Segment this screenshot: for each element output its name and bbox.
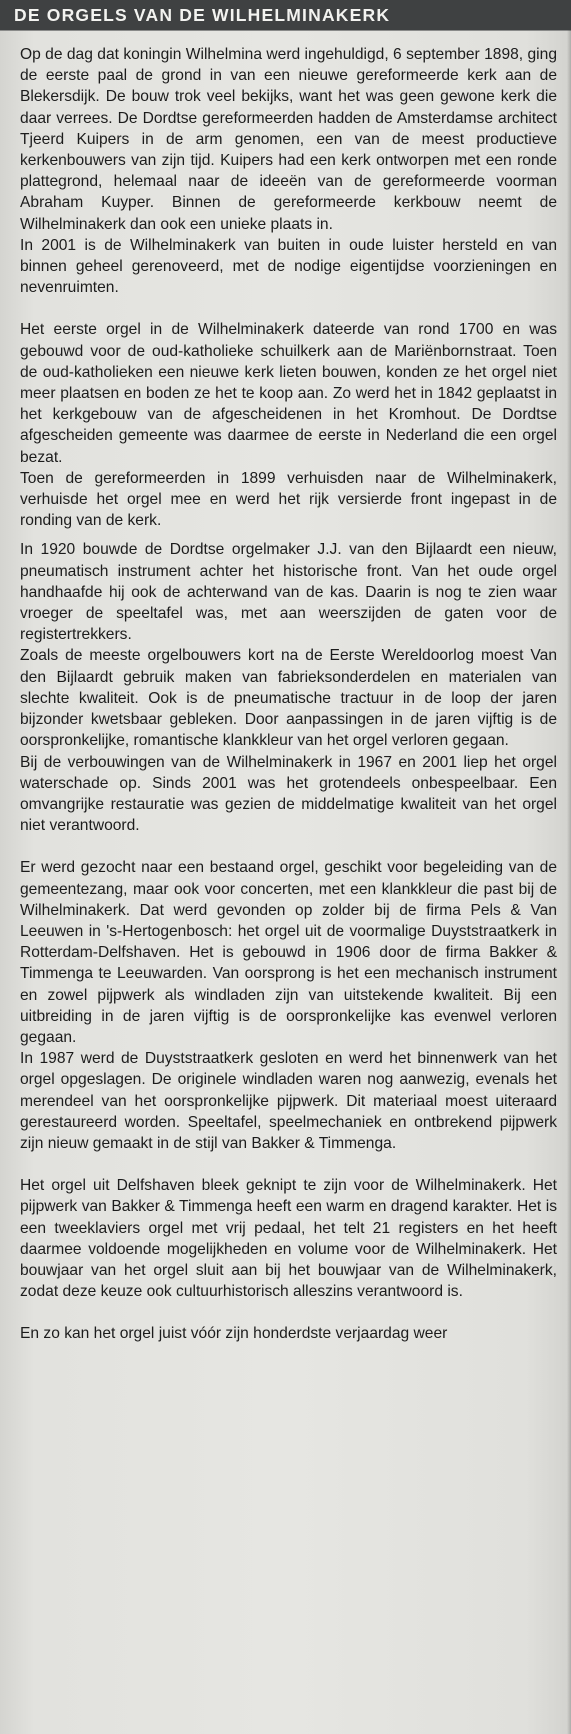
page-edge-shadow: [567, 30, 571, 1734]
paragraph-delfshaven-fit: Het orgel uit Delfshaven bleek geknipt te zijn voor de Wilhelminakerk. Het pijpwerk van Bakker & Timmenga heeft een warm en dragend karakter. Het is een tweeklaviers orgel met vrij pedaal, het telt 21 registers en het heeft daarmee voldoende mogelijkheden en volume voor de Wilhelminakerk. Het bouwjaar van het orgel sluit aan bij het bouwjaar van de Wilhelminakerk, zodat deze keuze ook cultuurhistorisch alleszins verantwoord is.: [20, 1177, 557, 1301]
paragraph-water-damage: Bij de verbouwingen van de Wilhelminakerk in 1967 en 2001 liep het orgel waterschade op. Sinds 2001 was het grotendeels onbespeelbaar. Een omvangrijke restauratie was gezien de middelmatige kwaliteit van het orgel niet verantwoord.: [20, 753, 557, 835]
paragraph-search-organ: Er werd gezocht naar een bestaand orgel, geschikt voor begeleiding van de gemeentezang, maar ook voor concerten, met een klankkleur die past bij de Wilhelminakerk. Dat werd gevonden op zolder bij de firma Pels & Van Leeuwen in 's-Hertogenbosch: het orgel uit de voormalige Duyststraatkerk in Rotterdam-Delfshaven. Het is gebouwd in 1906 door de firma Bakker & Timmenga te Leeuwarden. Van oorsprong is het een mechanisch instrument en zowel pijpwerk als windladen zijn van uitstekende kwaliteit. Bij een uitbreiding in de jaren vijftig is de oorspronkelijke kas evenwel verloren gegaan.: [20, 859, 557, 1046]
paragraph-move-1899: Toen de gereformeerden in 1899 verhuisden naar de Wilhelminakerk, verhuisde het orgel mee en werd het rijk versierde front ingepast in de ronding van de kerk.: [20, 469, 557, 530]
paragraph-duyststraat-1987: In 1987 werd de Duyststraatkerk gesloten en werd het binnenwerk van het orgel opgeslagen. De originele windladen waren nog aanwezig, evenals het merendeel van het oorspronkelijke pijpwerk. Dit materiaal moest uiteraard gerestaureerd worden. Speeltafel, speelmechaniek en ontbrekend pijpwerk zijn nieuw gemaakt in de stijl van Bakker & Timmenga.: [20, 1050, 557, 1152]
title-band: [0, 0, 571, 30]
paragraph-materials: Zoals de meeste orgelbouwers kort na de Eerste Wereldoorlog moest Van den Bijlaardt gebruik maken van fabrieksonderdelen en materialen van slechte kwaliteit. Ook is de pneumatische tractuur in de loop der jaren bijzonder kwetsbaar gebleken. Door aanpassingen in de jaren vijftig is de oorspronkelijke, romantische klankkleur van het orgel verloren gegaan.: [20, 647, 557, 750]
paragraph-first-organ: Het eerste orgel in de Wilhelminakerk dateerde van rond 1700 en was gebouwd voor de oud-katholieke schuilkerk aan de Mariënbornstraat. Toen de oud-katholieken een nieuwe kerk lieten bouwen, konden ze het orgel niet meer plaatsen en boden ze het te koop aan. Zo werd het in 1842 geplaatst in het kerkgebouw van de afgescheidenen in het Kromhout. De Dordtse afgescheiden gemeente was daarmee de eerste in Nederland die een orgel bezat.: [20, 321, 557, 466]
paragraph-renovation-2001: In 2001 is de Wilhelminakerk van buiten in oude luister hersteld en van binnen geheel gerenoveerd, met de nodige eigentijdse voorzieningen en nevenruimten.: [20, 236, 557, 297]
paragraph-closing: En zo kan het orgel juist vóór zijn honderdste verjaardag weer: [20, 1325, 448, 1343]
article-title: DE ORGELS VAN DE WILHELMINAKERK: [14, 5, 391, 25]
paragraph-history-building: Op de dag dat koningin Wilhelmina werd ingehuldigd, 6 september 1898, ging de eerste paal de grond in van een nieuwe gereformeerde kerk aan de Blekersdijk. De bouw trok veel bekijks, want het was geen gewone kerk die daar verrees. De Dordtse gereformeerden hadden de Amsterdamse architect Tjeerd Kuipers in de arm genomen, een van de meest productieve kerkenbouwers van zijn tijd. Kuipers had een kerk ontworpen met een ronde plattegrond, helemaal naar de ideeën van de gereformeerde voorman Abraham Kuyper. Binnen de gereformeerde kerkbouw neemt de Wilhelminakerk dan ook een unieke plaats in.: [20, 46, 557, 233]
paragraph-bijlaardt-1920: In 1920 bouwde de Dordtse orgelmaker J.J. van den Bijlaardt een nieuw, pneumatisch instrument achter het historische front. Van het oude orgel handhaafde hij ook de achterwand van de kas. Daarin is nog te zien waar vroeger de speeltafel was, met aan weerszijden de gaten voor de registertrekkers.: [20, 541, 557, 644]
article-body: [20, 44, 557, 1345]
